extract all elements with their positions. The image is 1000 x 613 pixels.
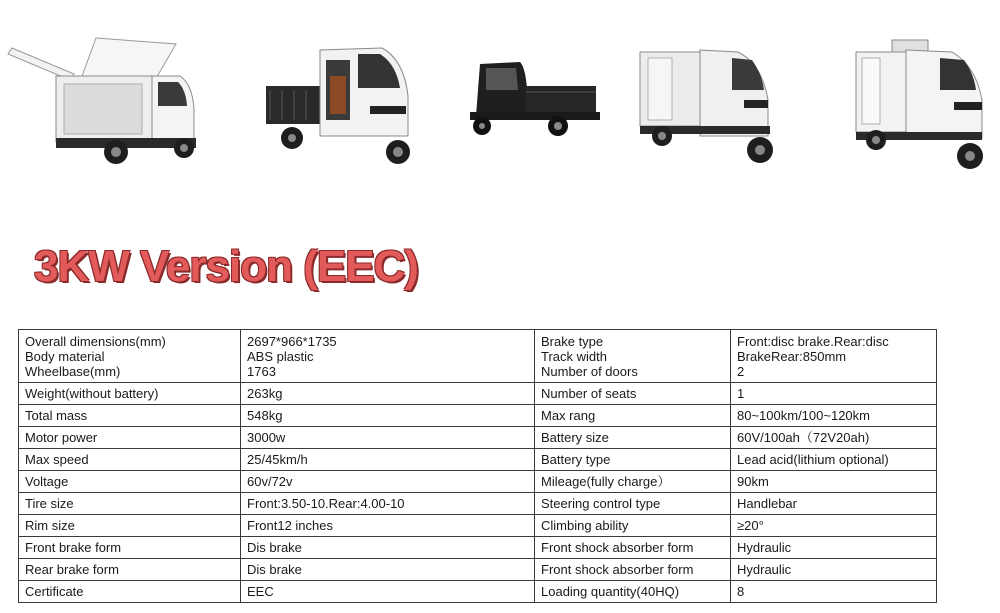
spec-label: Climbing ability [535, 515, 731, 537]
table-row [19, 515, 937, 537]
spec-value: BrakeRear:850mm [737, 348, 847, 364]
spec-value: 1763 [247, 363, 276, 379]
spec-value: ≥20° [731, 515, 937, 537]
spec-label: Total mass [19, 405, 241, 427]
spec-label: Track width [541, 348, 607, 364]
spec-value: 548kg [241, 405, 535, 427]
table-row [19, 559, 937, 581]
table-row [19, 493, 937, 515]
spec-label: Tire size [19, 493, 241, 515]
spec-value: Hydraulic [731, 537, 937, 559]
table-row [19, 383, 937, 405]
spec-label: Voltage [19, 471, 241, 493]
spec-value: 60V/100ah（72V20ah) [731, 427, 937, 449]
spec-label: Front brake form [19, 537, 241, 559]
table-row [19, 581, 937, 603]
table-row [19, 537, 937, 559]
spec-value: Dis brake [241, 537, 535, 559]
spec-label: Wheelbase(mm) [25, 363, 121, 379]
version-title: 3KW Version (EEC) [34, 242, 418, 291]
box-van-tricycle-icon [636, 44, 786, 170]
spec-value: 2697*966*1735 [247, 333, 337, 349]
spec-value: Handlebar [731, 493, 937, 515]
spec-value: Front:disc brake.Rear:disc [737, 333, 889, 349]
spec-value: EEC [241, 581, 535, 603]
refrigerated-van-tricycle-icon [852, 38, 992, 172]
spec-label: Max speed [19, 449, 241, 471]
spec-label: Motor power [19, 427, 241, 449]
spec-value: 3000w [241, 427, 535, 449]
spec-value: Dis brake [241, 559, 535, 581]
spec-value-cell [731, 330, 937, 383]
spec-label-cell [535, 330, 731, 383]
spec-label: Rim size [19, 515, 241, 537]
spec-value: Lead acid(lithium optional) [731, 449, 937, 471]
spec-label: Number of seats [535, 383, 731, 405]
spec-label-cell [19, 330, 241, 383]
spec-label: Battery size [535, 427, 731, 449]
spec-value: ABS plastic [247, 348, 314, 364]
spec-label: Battery type [535, 449, 731, 471]
spec-value: 8 [731, 581, 937, 603]
table-row [19, 405, 937, 427]
spec-value: 1 [731, 383, 937, 405]
spec-label: Front shock absorber form [535, 537, 731, 559]
spec-value: Front12 inches [241, 515, 535, 537]
pickup-cargo-tricycle-icon [262, 40, 422, 170]
spec-label: Certificate [19, 581, 241, 603]
spec-label: Max rang [535, 405, 731, 427]
table-row [19, 449, 937, 471]
spec-value: 90km [731, 471, 937, 493]
table-row [19, 330, 937, 383]
spec-label: Loading quantity(40HQ) [535, 581, 731, 603]
specification-table [18, 329, 937, 603]
spec-label: Brake type [541, 333, 604, 349]
product-photo-gallery [0, 0, 1000, 200]
black-pickup-tricycle-icon [466, 56, 606, 146]
spec-label: Steering control type [535, 493, 731, 515]
table-row [19, 471, 937, 493]
open-cargo-box-tricycle-icon [4, 28, 224, 178]
spec-value: 25/45km/h [241, 449, 535, 471]
spec-value: 60v/72v [241, 471, 535, 493]
spec-label: Number of doors [541, 363, 638, 379]
table-row [19, 427, 937, 449]
spec-label: Mileage(fully charge） [535, 471, 731, 493]
spec-value: 263kg [241, 383, 535, 405]
spec-label: Overall dimensions(mm) [25, 333, 166, 349]
spec-value: Front:3.50-10.Rear:4.00-10 [241, 493, 535, 515]
spec-label: Front shock absorber form [535, 559, 731, 581]
spec-value-cell [241, 330, 535, 383]
spec-label: Rear brake form [19, 559, 241, 581]
spec-value: 2 [737, 363, 745, 379]
spec-value: 80~100km/100~120km [731, 405, 937, 427]
spec-label: Weight(without battery) [19, 383, 241, 405]
spec-value: Hydraulic [731, 559, 937, 581]
spec-label: Body material [25, 348, 105, 364]
